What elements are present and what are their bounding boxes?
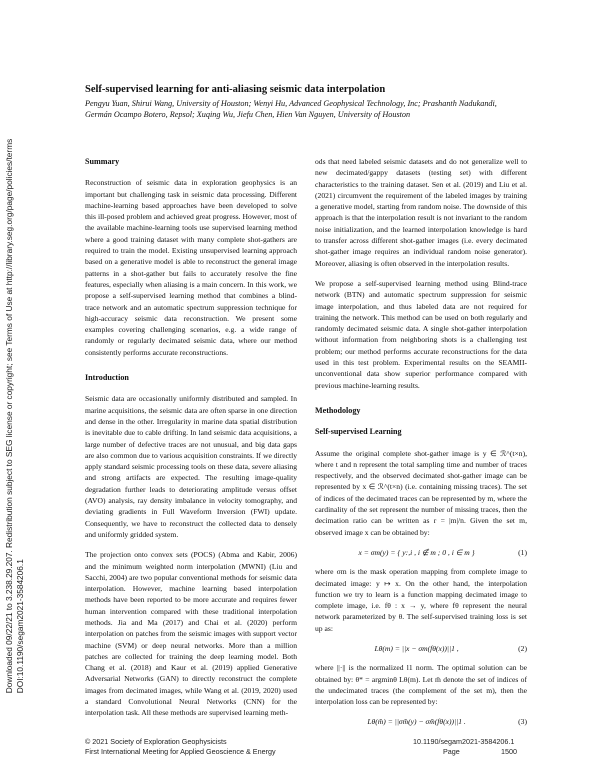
footer-meeting: First International Meeting for Applied Geoscience & Energy (85, 746, 276, 756)
equation-2-formula: Lθ(m) = ||x − σm(fθ(x))||1 , (374, 643, 459, 653)
sidebar-doi: DOI:10.1190/segam2021-3584206.1 (15, 559, 25, 694)
right-column (315, 150, 527, 736)
equation-3 (315, 716, 527, 727)
footer-page-number: 1500 (501, 746, 517, 756)
paper-authors: Pengyu Yuan, Shirui Wang, University of Houston; Wenyi Hu, Advanced Geophysical Technology, Inc; Prashanth Nadukandi, Germán Ocampo Botero, Repsol; Xuqing Wu, Jiefu Chen, Hien Van Nguyen, University of Houston (85, 99, 497, 119)
right-paragraph-2: We propose a self-supervised learning method using Blind-trace network (BTN) and automatic spectrum suppression for seismic image interpolation, and thus labeled data are not required for training the network. This method can be used on both regularly and randomly decimated seismic data. A single shot-gather interpolation without information from neighboring shots is a challenging test problem; our method performs accurate reconstructions for the data used in this test problem. Experimental results on the SEAMII-unconventional data show superior performance compared with previous machine-learning results. (315, 278, 527, 390)
footer-left (85, 737, 276, 756)
download-notice (4, 139, 26, 694)
equation-3-number: (3) (518, 717, 527, 727)
equation-2 (315, 643, 527, 654)
method-paragraph-2: where σm is the mask operation mapping from complete image to decimated image: y ↦ x. On the other hand, the interpolation function we try to learn is a function mapping decimated image to complete image, i.e. fθ : x → y, where fθ represent the neural network parameterized by θ. The self-supervised training loss is set up as: (315, 567, 527, 633)
methodology-heading: Methodology (315, 405, 361, 415)
self-supervised-heading: Self-supervised Learning (315, 427, 402, 437)
equation-3-formula: Lθ(m̄) = ||σm̄(y) − σm̄(fθ(x))||1 . (367, 717, 466, 727)
footer-copyright: © 2021 Society of Exploration Geophysicists (85, 737, 227, 746)
footer-right (413, 737, 517, 756)
footer-doi: 10.1190/segam2021-3584206.1 (413, 737, 515, 746)
download-notice-line: Downloaded 09/22/21 to 3.238.29.207. Redistribution subject to SEG license or copyright; see Terms of Use at http://library.seg.org/page/policies/terms (4, 138, 14, 694)
download-sidebar (2, 96, 28, 736)
introduction-paragraph-1: Seismic data are occasionally uniformly distributed and sampled. In marine acquisitions, the seismic data are often sparse in one direction and dense in the other. Irregularity in marine data spatial distribution is inevitable due to cable drifting. In land seismic data acquisitions, a large number of defective traces are not unusual, and big data gaps are also common due to various acquisition constraints. If we directly apply standard seismic processing tools on these data, severe aliasing and strong artifacts are expected. The resulting image-quality degradation further leads to deteriorating amplitude versus offset (AVO) analysis, ray density imbalance in velocity tomography, and deviating gradients in Full Waveform Inversion (FWI) update. Consequently, we have to reconstruct the collected data to densely and uniformly gridded system. (85, 394, 297, 539)
footer-page (413, 747, 517, 757)
equation-1-formula: x = σm(y) = { y:,i , i ∉ m ; 0 , i ∈ m } (358, 547, 475, 557)
method-paragraph-3: where ||·|| is the normalized l1 norm. The optimal solution can be obtained by: θ* = argminθ Lθ(m). Let m̄ denote the set of indices of the undecimated traces (the complement of the set m), then the interpolation loss can be represented by: (315, 663, 527, 707)
introduction-heading: Introduction (85, 373, 129, 383)
method-paragraph-1: Assume the original complete shot-gather image is y ∈ ℛ^(t×n), where t and n represent the total sampling time and number of traces respectively, and the observed decimated shot-gather image can be represented by x ∈ ℛ^(t×n) (i.e. containing missing traces). The set of indices of the decimated traces can be represented by m, where the cardinality of the set represent the number of missing traces, then the decimation ratio can be written as r = |m|/n. Given the set m, observed image x can be obtained by: (315, 448, 527, 537)
left-column (85, 150, 297, 728)
summary-heading: Summary (85, 157, 120, 166)
summary-paragraph: Reconstruction of seismic data in exploration geophysics is an important but challenging task in seismic data processing. Different machine-learning based approaches have been developed to solve this ill-posed problem and achieved great progress. However, most of the available machine-learning tools use supervised learning method where a good training dataset with many complete shot-gathers are required to train the model. Existing unsupervised learning approach based on a generative model is able to reconstruct the general image patterns in a shot-gather but fails to accurately resolve the fine features, especially when aliasing is a main concern. In this work, we propose a self-supervised learning method that combines a blind-trace network and an automatic spectrum suppression technique for high-accuracy seismic data reconstruction. We present some examples covering challenging scenarios, e.g. a wide range of randomly or regularly decimated seismic data, where our method consistently performs accurate reconstructions. (85, 178, 297, 357)
introduction-paragraph-2: The projection onto convex sets (POCS) (Abma and Kabir, 2006) and the minimum weighted norm interpolation (MWNI) (Liu and Sacchi, 2004) are two popular conventional methods for seismic data interpolation. However, machine learning based interpolation methods have been reported to be more accurate and requires fewer human intervention compared with these traditional interpolation methods. Jia and Ma (2017) and Chai et al. (2020) perform interpolation on patches from the seismic images with support vector machine (SVM) or deep neural networks. More than a million patches are collected for training the deep learning model. Both Chang et al. (2018) and Kaur et al. (2019) applied Generative Adversarial Networks (GAN) to directly reconstruct the complete images from decimated images, while Wang et al. (2019, 2020) used a standard Convolutional Neural Networks (CNN) for the interpolation task. All these methods are supervised learning meth- (85, 550, 297, 718)
paper-title: Self-supervised learning for anti-aliasing seismic data interpolation (85, 84, 386, 95)
right-paragraph-1: ods that need labeled seismic datasets and do not generalize well to new decimated/gappy datasets (testing set) with different characteristics to the training dataset. Sen et al. (2019) and Liu et al. (2021) circumvent the requirement of the labeled images by training a generative model, starting from random noise. The downside of this approach is that the interpolation result is not invariant to the random noise initialization, and the learned interpolation knowledge is hard to transfer across different shot-gather images (i.e. every decimated shot-gather image requires an individual random noise generator). Moreover, aliasing is often observed in the interpolation results. (315, 157, 527, 268)
footer-page-label: Page (443, 746, 460, 756)
equation-2-number: (2) (518, 643, 527, 653)
equation-1-number: (1) (518, 547, 527, 557)
equation-1 (315, 547, 527, 558)
